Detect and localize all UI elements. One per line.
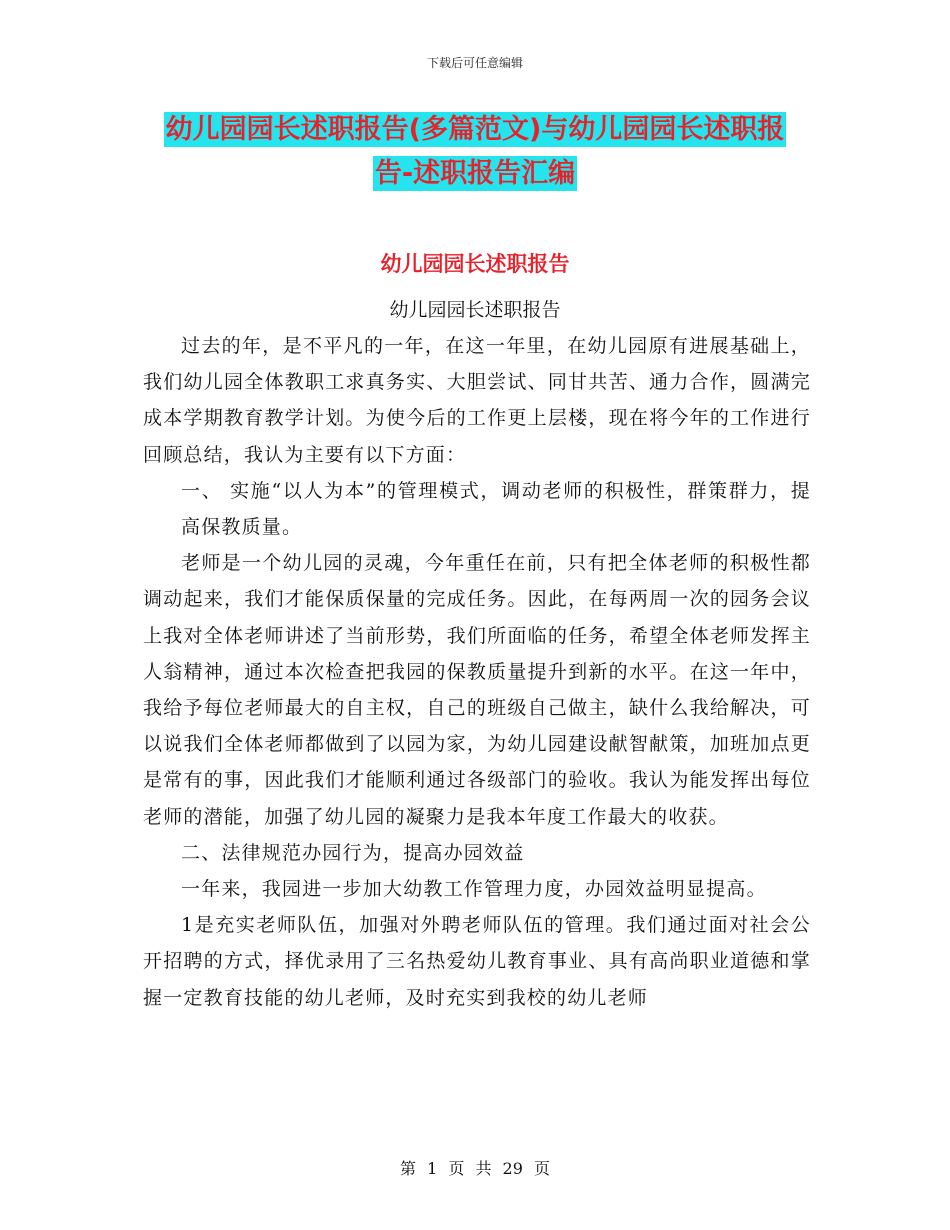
document-title-line-2 <box>0 157 950 191</box>
title-highlight-1: 幼儿园园长述职报告(多篇范文)与幼儿园园长述职报 <box>165 114 785 145</box>
paragraph-efficiency: 一年来，我园进一步加大幼教工作管理力度，办园效益明显提高。 <box>181 878 767 901</box>
document-title-line-1 <box>0 113 950 147</box>
sub-title: 幼儿园园长述职报告 <box>389 299 561 321</box>
body-text <box>143 328 811 1016</box>
section-title: 幼儿园园长述职报告 <box>380 252 570 276</box>
paragraph-intro: 过去的年，是不平凡的一年，在这一年里，在幼儿园原有进展基础上，我们幼儿园全体教职工求真务实、大胆尝试、同甘共苦、通力合作，圆满完成本学期教育教学计划。为使今后的工作更上层楼，现在将今年的工作进行回顾总结，我认为主要有以下方面： <box>143 335 811 466</box>
title-highlight-2: 告-述职报告汇编 <box>374 158 576 189</box>
paragraph-teachers: 老师是一个幼儿园的灵魂，今年重任在前，只有把全体老师的积极性都调动起来，我们才能保质保量的完成任务。因此，在每两周一次的园务会议上我对全体老师讲述了当前形势，我们所面临的任务，希望全体老师发挥主人翁精神，通过本次检查把我园的保教质量提升到新的水平。在这一年中， 我给予每位老师最大的自主权，自己的班级自己做主，缺什么我给解决，可以说我们全体老师都做到了以园为家，为幼儿园建设献智献策，加班加点更是常有的事，因此我们才能顺利通过各级部门的验收。我认为能发挥出每位老师的潜能，加强了幼儿园的凝聚力是我本年度工作最大的收获。 <box>143 552 811 828</box>
header-note: 下载后可任意编辑 <box>426 56 523 70</box>
paragraph-staffing: 1是充实老师队伍，加强对外聘老师队伍的管理。我们通过面对社会公开招聘的方式，择优录用了三名热爱幼儿教育事业、具有高尚职业道德和掌握一定教育技能的幼儿老师，及时充实到我校的幼儿老师 <box>143 914 811 1009</box>
page-footer: 第 1 页 共 29 页 <box>400 1159 550 1178</box>
heading-one: 一、 实施“以人为本”的管理模式，调动老师的积极性，群策群力，提高保教质量。 <box>181 479 811 539</box>
heading-two: 二、法律规范办园行为，提高办园效益 <box>181 841 525 864</box>
